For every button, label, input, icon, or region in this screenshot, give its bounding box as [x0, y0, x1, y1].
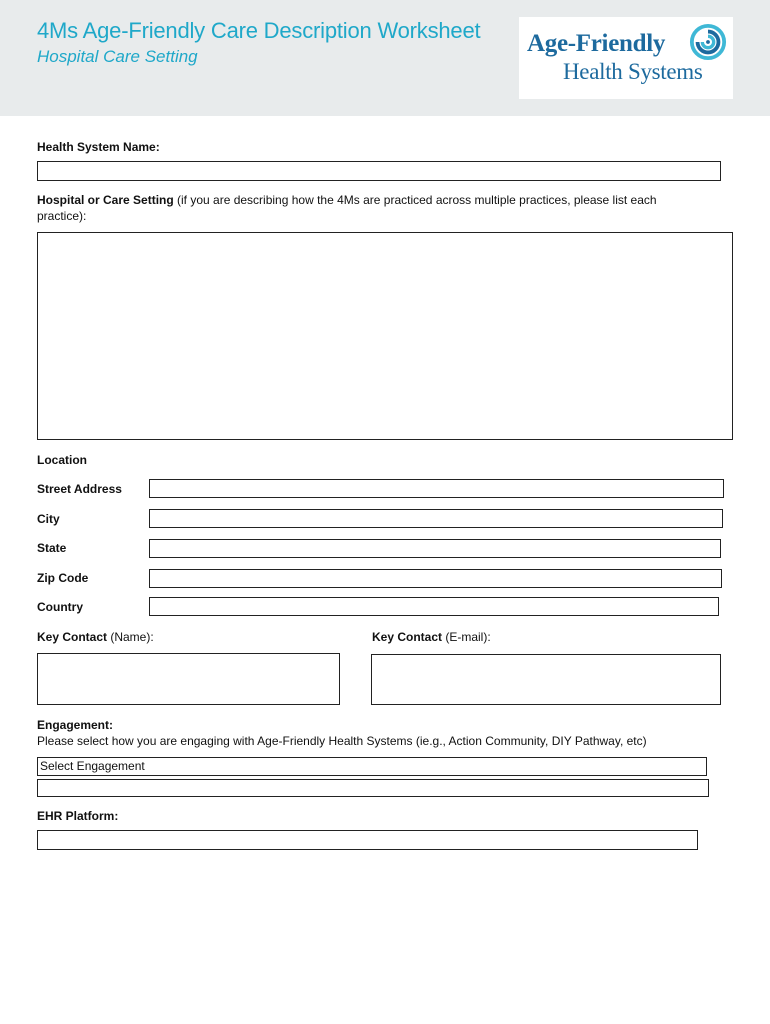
- zip-code-label: Zip Code: [37, 571, 89, 585]
- city-input[interactable]: [149, 509, 723, 528]
- key-contact-email-input[interactable]: [371, 654, 721, 705]
- age-friendly-logo: [519, 17, 733, 99]
- care-setting-label: Hospital or Care Setting (if you are describing how the 4Ms are practiced across multiple practices, please list each: [37, 193, 657, 207]
- logo-text-line1: Age-Friendly: [527, 30, 666, 57]
- zip-code-input[interactable]: [149, 569, 722, 588]
- health-system-name-input[interactable]: [37, 161, 721, 181]
- engagement-select-value: Select Engagement: [40, 759, 145, 773]
- page-subtitle: Hospital Care Setting: [37, 47, 198, 66]
- country-label: Country: [37, 600, 83, 614]
- key-contact-name-label: Key Contact (Name):: [37, 630, 154, 644]
- page-title: 4Ms Age-Friendly Care Description Worksheet: [37, 18, 481, 43]
- health-system-name-label: Health System Name:: [37, 140, 160, 154]
- care-setting-textarea[interactable]: [37, 232, 733, 440]
- engagement-select[interactable]: [37, 757, 707, 776]
- street-address-input[interactable]: [149, 479, 724, 498]
- spiral-logo-icon: [689, 23, 727, 61]
- engagement-heading: Engagement:: [37, 718, 114, 732]
- key-contact-name-input[interactable]: [37, 653, 340, 705]
- city-label: City: [37, 512, 60, 526]
- care-setting-label-line2: practice):: [37, 209, 87, 223]
- state-input[interactable]: [149, 539, 721, 558]
- ehr-platform-input[interactable]: [37, 830, 698, 850]
- engagement-other-input[interactable]: [37, 779, 709, 797]
- engagement-description: Please select how you are engaging with Age-Friendly Health Systems (ie.g., Action Community, DIY Pathway, etc): [37, 734, 647, 748]
- page-header: [0, 0, 770, 116]
- ehr-platform-label: EHR Platform:: [37, 809, 119, 823]
- location-heading: Location: [37, 453, 87, 467]
- state-label: State: [37, 541, 67, 555]
- street-address-label: Street Address: [37, 482, 122, 496]
- key-contact-email-label: Key Contact (E-mail):: [372, 630, 491, 644]
- logo-text-line2: Health Systems: [563, 59, 703, 84]
- country-input[interactable]: [149, 597, 719, 616]
